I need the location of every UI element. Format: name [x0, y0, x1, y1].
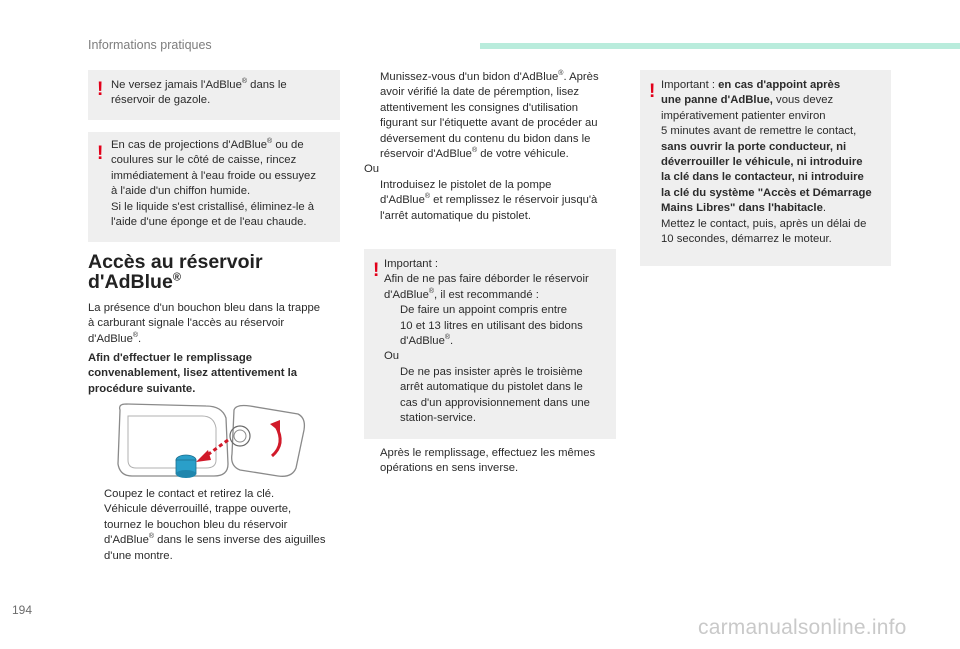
page-number: 194	[12, 603, 33, 617]
after-fill-paragraph	[364, 446, 595, 477]
fuel-flap-illustration	[110, 400, 310, 482]
steps-list	[88, 487, 325, 564]
list-item: Après le remplissage, effectuez les mêmes opérations en sens inverse.	[380, 447, 596, 475]
page-title: Accès au réservoir d'AdBlue®	[88, 251, 263, 293]
warning-box-important	[364, 249, 616, 439]
blue-cap-bottom	[176, 470, 196, 478]
procedure-note: Afin d'effectuer le remplissage convenablement, lisez attentivement la procédure suivante.	[88, 352, 298, 395]
list-item: Introduisez le pistolet de la pompe d'AdBlue® et remplissez le réservoir jusqu'à l'arrêt automatique du pistolet.	[380, 178, 598, 222]
warning-icon: !	[97, 143, 104, 164]
intro-paragraph: La présence d'un bouchon bleu dans la trappe à carburant signale l'accès au réservoir d'AdBlue®.	[88, 302, 321, 345]
header-accent-bar	[480, 43, 960, 49]
warning-box-panne	[640, 70, 891, 266]
list-item: De faire un appoint compris entre 10 et 13 litres en utilisant des bidons d'AdBlue®.	[400, 304, 583, 348]
list-item: Munissez-vous d'un bidon d'AdBlue®. Après avoir vérifié la date de péremption, lisez attentivement les consignes d'utilisation figurant sur l'étiquette avant de procéder au déversement du contenu du bidon dans le réservoir d'AdBlue® de votre véhicule.	[380, 70, 599, 161]
warning-text: En cas de projections d'AdBlue® ou de coulures sur le côté de caisse, rincez immédiatement à l'eau froide ou essuyez à l'aide d'un chiffon humide. Si le liquide s'est cristallisé, éliminez-le à l'aide d'une éponge et de l'eau chaude.	[111, 138, 316, 229]
pull-arrow-icon	[206, 440, 228, 456]
watermark: carmanualsonline.info	[698, 616, 907, 639]
rotate-arrow-head	[270, 420, 280, 432]
fill-instructions: Munissez-vous d'un bidon d'AdBlue®. Après avoir vérifié la date de péremption, lisez attentivement les consignes d'utilisation figurant sur l'étiquette avant de procéder au déversement du contenu du bidon dans le réservoir d'AdBlue® de votre véhicule. Ou Introduisez le pistolet de la pompe d'AdBlue® et remplissez le réservoir jusqu'à l'arrêt automatique du pistolet.	[364, 70, 618, 224]
list-item: Coupez le contact et retirez la clé.	[104, 488, 275, 500]
warning-box-projections	[88, 132, 340, 242]
list-item: De ne pas insister après le troisième arrêt automatique du pistolet dans le cas d'un approvisionnement dans une station-service.	[400, 365, 590, 425]
warning-text: Ne versez jamais l'AdBlue® dans le réservoir de gazole.	[111, 78, 287, 107]
section-header: Informations pratiques	[88, 38, 212, 52]
list-item: Véhicule déverrouillé, trappe ouverte, tournez le bouchon bleu du réservoir d'AdBlue® dans le sens inverse des aiguilles d'une montre.	[104, 503, 326, 562]
pull-arrow-head	[196, 450, 211, 462]
warning-icon: !	[649, 81, 656, 102]
fuel-cap-inner	[234, 430, 246, 442]
warning-text: Important : en cas d'appoint après une panne d'AdBlue, vous devez impérativement patienter environ 5 minutes avant de remettre le contact, sans ouvrir la porte conducteur, ni déverrouiller le véhicule, ni introduire la clé dans le contacteur, ni introduire la clé du système "Accès et Démarrage Mains Libres" dans l'habitacle. Mettez le contact, puis, après un délai de 10 secondes, démarrez le moteur.	[661, 79, 872, 246]
warning-icon: !	[373, 260, 380, 281]
warning-icon: !	[97, 79, 104, 100]
warning-text: Important : Afin de ne pas faire déborder le réservoir d'AdBlue®, il est recommandé : De faire un appoint compris entre 10 et 13 litres en utilisant des bidons d'AdBlue®. Ou De ne pas insister après le troisième arrêt automatique du pistolet dans le cas d'un approvisionnement dans une station-service.	[384, 257, 590, 426]
warning-box-gazole	[88, 70, 340, 120]
flap-outline	[118, 404, 228, 476]
